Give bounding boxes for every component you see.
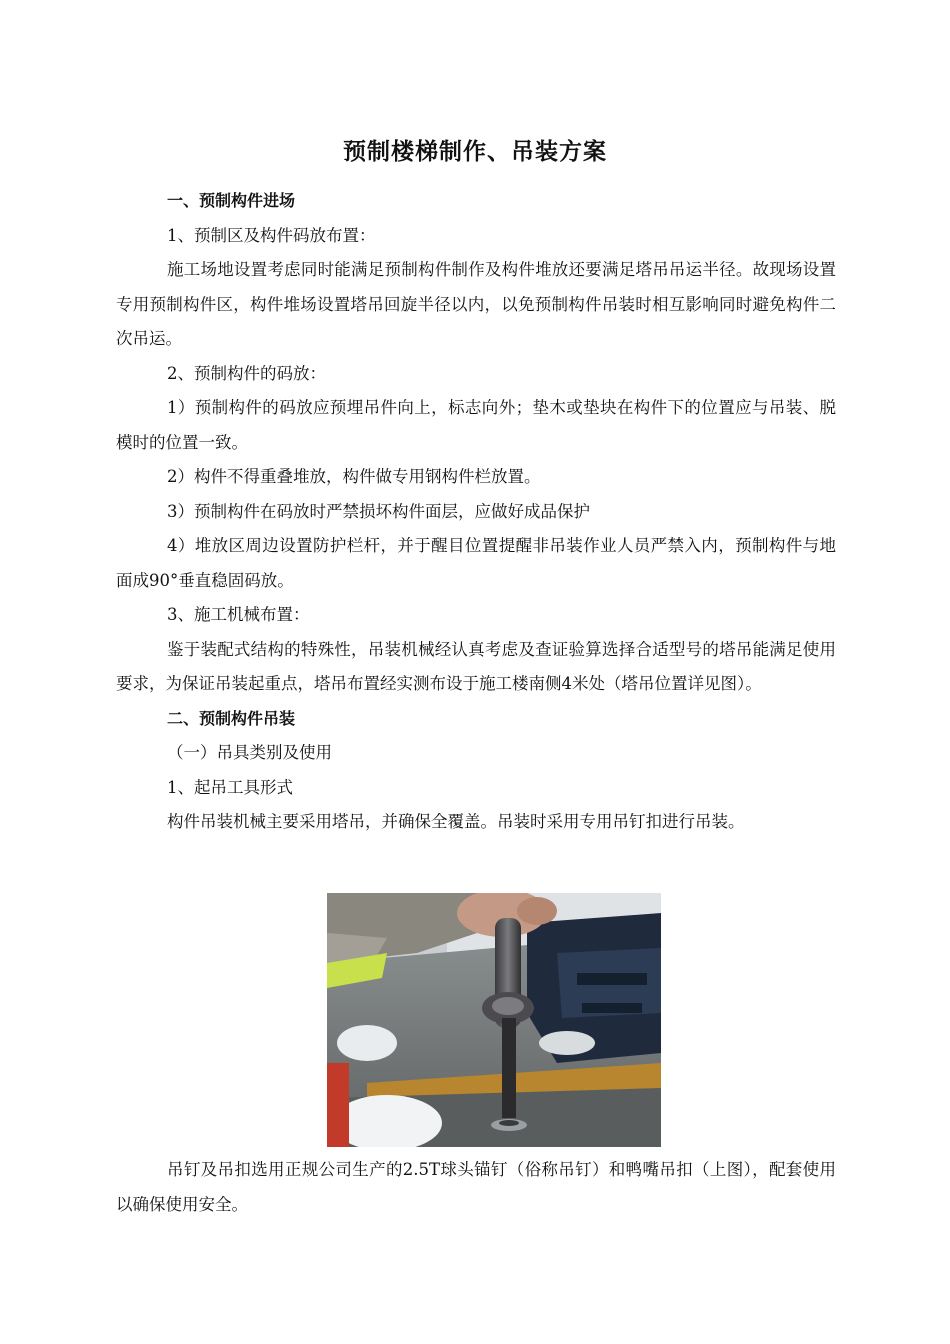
after-figure-text <box>116 1153 836 1222</box>
paragraph: 鉴于装配式结构的特殊性，吊装机械经认真考虑及查证验算选择合适型号的塔吊能满足使用要求，为保证吊装起重点，塔吊布置经实测布设于施工楼南侧4米处（塔吊位置详见图）。 <box>116 639 836 693</box>
document-title: 预制楼梯制作、吊装方案 <box>343 139 607 165</box>
paragraph: 构件吊装机械主要采用塔吊，并确保全覆盖。吊装时采用专用吊钉扣进行吊装。 <box>167 812 745 831</box>
document-body <box>116 184 836 840</box>
section-heading-1: 一、预制构件进场 <box>167 191 296 210</box>
section-heading-2: 二、预制构件吊装 <box>167 708 296 728</box>
lifting-anchor-photo <box>327 893 661 1147</box>
paragraph: 施工场地设置考虑同时能满足预制构件制作及构件堆放还要满足塔吊吊运半径。故现场设置专用预制构件区，构件堆场设置塔吊回旋半径以内，以免预制构件吊装时相互影响同时避免构件二次吊运。 <box>116 260 836 348</box>
paragraph: 1）预制构件的码放应预埋吊件向上，标志向外；垫木或垫块在构件下的位置应与吊装、脱模时的位置一致。 <box>116 398 836 452</box>
paragraph: 吊钉及吊扣选用正规公司生产的2.5T球头锚钉（俗称吊钉）和鸭嘴吊扣（上图），配套使用以确保使用安全。 <box>116 1160 836 1214</box>
paragraph: 2）构件不得重叠堆放，构件做专用钢构件栏放置。 <box>167 467 541 486</box>
paragraph: 4）堆放区周边设置防护栏杆，并于醒目位置提醒非吊装作业人员严禁入内，预制构件与地面成90°垂直稳固码放。 <box>116 536 836 590</box>
paragraph: 3）预制构件在码放时严禁损坏构件面层，应做好成品保护 <box>167 501 590 521</box>
paragraph: 3、施工机械布置： <box>167 605 310 624</box>
paragraph: 1、起吊工具形式 <box>167 777 293 797</box>
paragraph: （一）吊具类别及使用 <box>167 743 332 762</box>
paragraph: 2、预制构件的码放： <box>167 363 326 383</box>
paragraph: 1、预制区及构件码放布置： <box>167 225 376 245</box>
